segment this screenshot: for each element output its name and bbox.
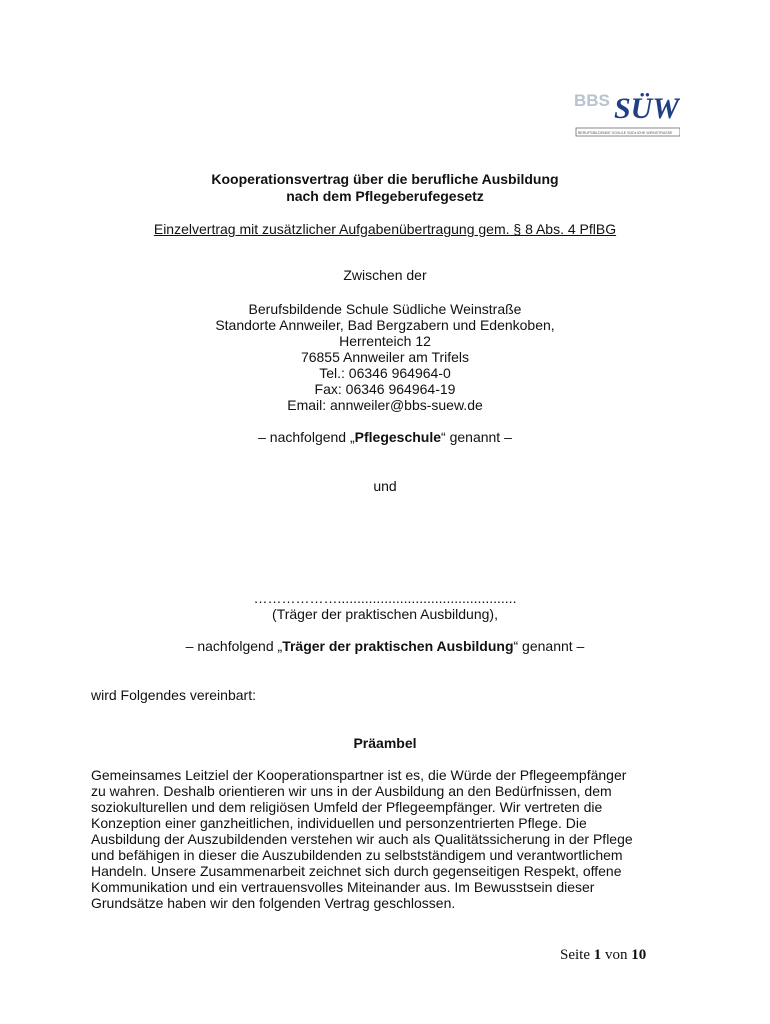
- nachfolgend2-suffix: “ genannt –: [513, 638, 585, 654]
- praeambel-heading: Präambel: [353, 735, 417, 751]
- contract-title: [0, 171, 770, 205]
- logo-tagline: BERUFSBILDENDE SCHULE SÜDLICHE WEINSTRASSE: [578, 131, 673, 135]
- title-line-1: Kooperationsvertrag über die berufliche Ausbildung: [211, 171, 559, 187]
- logo-suew-text: SÜW: [614, 92, 680, 125]
- page-total: 10: [631, 947, 647, 963]
- nachfolgend1-prefix: – nachfolgend „: [258, 429, 355, 445]
- praeambel-line: Kommunikation und ein vertrauensvolles Miteinander aus. Im Bewusstsein dieser: [91, 879, 595, 895]
- nachfolgend2-bold: Träger der praktischen Ausbildung: [282, 638, 514, 654]
- nachfolgend1-bold: Pflegeschule: [354, 429, 442, 445]
- address-line-fax: Fax: 06346 964964-19: [314, 381, 456, 397]
- praeambel-line: und befähigen in dieser die Auszubildenden zu selbstständigem und verantwortlichem: [91, 847, 623, 863]
- nachfolgend1-suffix: “ genannt –: [441, 429, 512, 445]
- address-line-city: 76855 Annweiler am Trifels: [300, 349, 470, 365]
- page-number: [560, 947, 646, 964]
- praeambel-line: Konzeption einer ganzheitlichen, individuellen und personzentrierten Pflege. Die: [91, 815, 587, 831]
- page-seite-label: Seite: [560, 947, 590, 963]
- school-address: [0, 301, 770, 413]
- between-label: Zwischen der: [343, 267, 427, 283]
- praeambel-paragraph: [91, 767, 691, 911]
- address-line-locations: Standorte Annweiler, Bad Bergzabern und Edenkoben,: [215, 317, 555, 333]
- contract-subtitle: Einzelvertrag mit zusätzlicher Aufgabenübertragung gem. § 8 Abs. 4 PflBG: [153, 221, 617, 237]
- page-current: 1: [593, 947, 602, 963]
- praeambel-line: Handeln. Unsere Zusammenarbeit zeichnet sich durch gegenseitigen Respekt, offene: [91, 863, 622, 879]
- nachfolgend-pflegeschule: [0, 429, 770, 445]
- praeambel-line: zu wahren. Deshalb orientieren wir uns in der Ausbildung an den Bedürfnissen, dem: [91, 783, 612, 799]
- address-line-email: Email: annweiler@bbs-suew.de: [287, 397, 483, 413]
- address-line-street: Herrenteich 12: [339, 333, 431, 349]
- page-von-label: von: [605, 947, 628, 963]
- traeger-name-placeholder: ………………..............................................: [253, 590, 517, 606]
- praeambel-line: soziokulturellen und dem religiösen Umfeld der Pflegeempfänger. Wir vertreten die: [91, 799, 603, 815]
- nachfolgend-traeger: [0, 638, 770, 654]
- vereinbart-text: wird Folgendes vereinbart:: [91, 687, 256, 703]
- und-label: und: [373, 478, 397, 494]
- praeambel-line: Grundsätze haben wir den folgenden Vertrag geschlossen.: [91, 895, 456, 911]
- nachfolgend2-prefix: – nachfolgend „: [185, 638, 283, 654]
- address-line-phone: Tel.: 06346 964964-0: [319, 365, 451, 381]
- praeambel-line: Gemeinsames Leitziel der Kooperationspartner ist es, die Würde der Pflegeempfänger: [91, 767, 627, 783]
- traeger-label: (Träger der praktischen Ausbildung),: [272, 606, 498, 622]
- title-line-2: nach dem Pflegeberufegesetz: [286, 188, 484, 204]
- bbs-suew-logo: [572, 84, 680, 140]
- address-line-name: Berufsbildende Schule Südliche Weinstraße: [248, 301, 522, 317]
- praeambel-line: Ausbildung der Auszubildenden verstehen wir auch als Qualitätssicherung in der Pflege: [91, 831, 633, 847]
- logo-bbs-text: BBS: [574, 91, 610, 110]
